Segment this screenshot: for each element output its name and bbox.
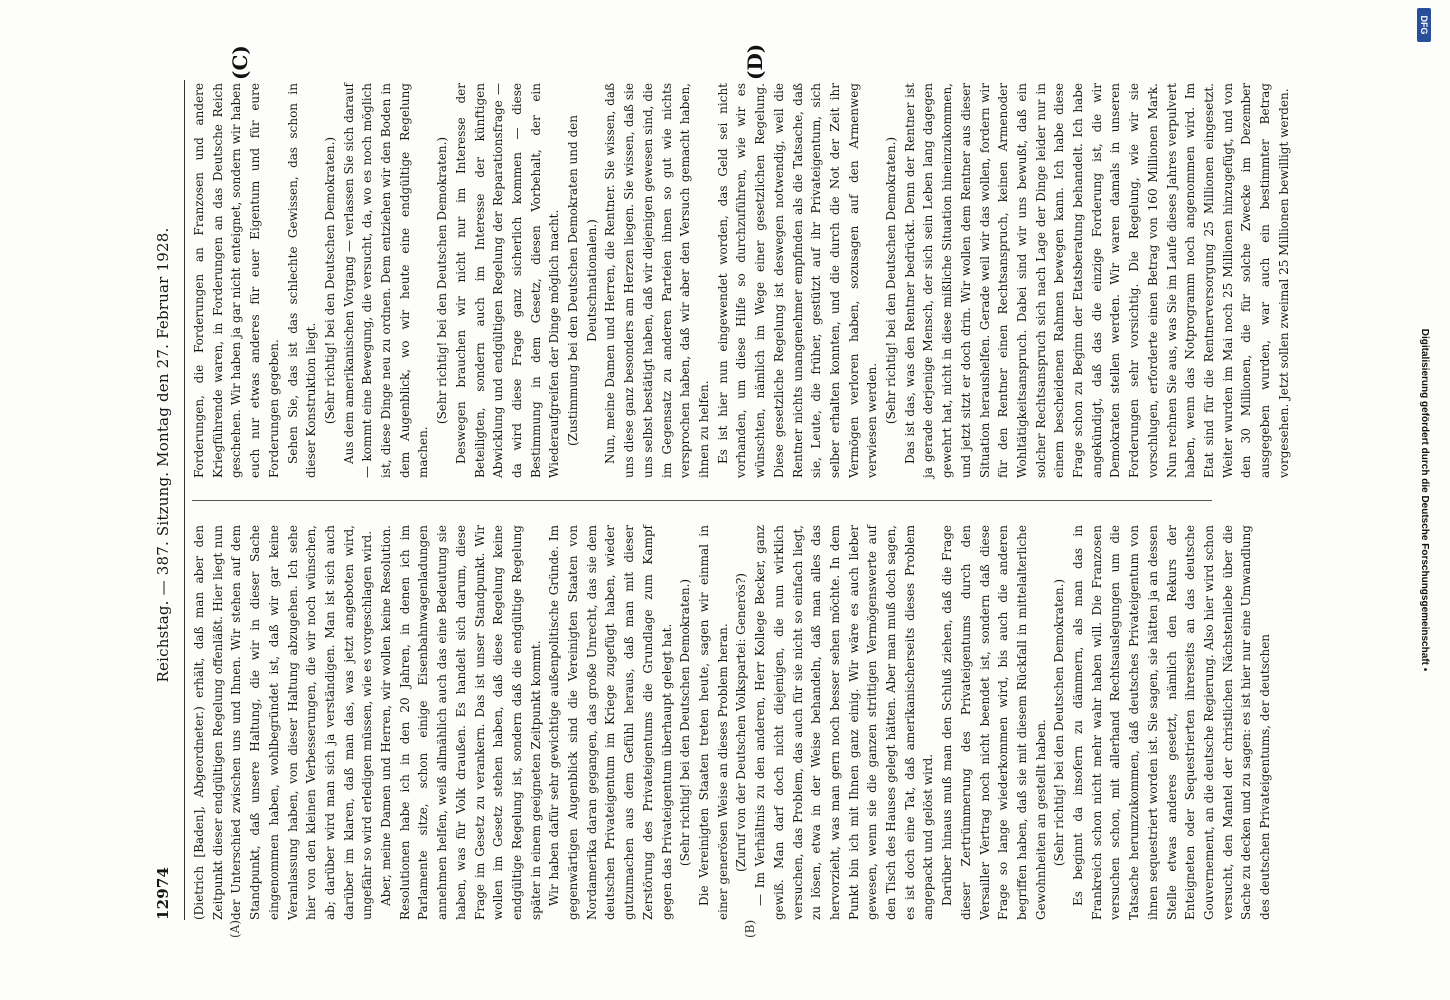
margin-mark-a: (A)	[228, 919, 242, 938]
interjection: (Sehr richtig! bei den Deutschen Demokraten.)	[322, 136, 337, 425]
paragraph: Darüber hinaus muß man den Schluß ziehen, daß die Frage dieser Zertrümmerung des Privateigentums durch den Versailler Vertrag noch nicht beendet ist, sondern daß diese Frage so lange wiederkommen wird, bis auch die anderen begriffen haben, daß sie mit diesem Rückfall in mittelalterliche Gewohnheiten an gestellt haben.	[940, 525, 1048, 920]
paragraph: Es ist hier nun eingewendet worden, das Geld sei nicht vorhanden, um diese Hilfe so durchzuführen, wie wir es wünschten, nämlich im Wege einer gesetzlichen Regelung. Diese gesetzliche Regelung ist deswegen notwendig, weil die Rentner nichts unangenehmer empfinden als die Tatsache, daß sie, Leute, die früher, gestützt auf ihr Privateigentum, sich selber erhalten konnten, und die durch die Not der Zeit ihr Vermögen verloren haben, sozusagen auf den Armenweg verwiesen werden.	[715, 83, 880, 478]
dfg-logo	[1417, 8, 1431, 42]
right-column	[190, 83, 1291, 478]
dfg-credit-strip	[1417, 0, 1431, 1000]
paragraph: Aber, meine Damen und Herren, wir wollen keine Resolution. Resolutionen habe ich in den 20 Jahren, in denen ich im Parlamente sitze, schon einige Eisenbahnwagenladungen annehmen helfen, weiß allmählich auch das eine Bedeutung sie haben, was für Volk draußen. Es handelt sich darum, diese Frage im Gesetz zu verankern. Das ist unser Standpunkt. Wir wollen im Gesetz stehen haben, daß diese Regelung keine endgültige Regelung ist, sondern daß die endgültige Regelung später in einem geeigneten Zeitpunkt kommt.	[379, 525, 543, 920]
paragraph: Es beginnt da insofern zu dämmern, als man das in Frankreich schon nicht mehr wahr haben will. Die Franzosen versuchen schon, mit allerhand Rechtsauslegungen um die Tatsache herumzukommen, daß deutsches Privateigentum von ihnen sequestriert worden ist. Sie sagen, sie hätten ja an dessen Stelle etwas anderes gesetzt, nämlich den Rekurs der Enteigneten oder Sequestrierten ihrerseits an das deutsche Gouvernement, an die deutsche Regierung. Also hier wird schon versucht, den Mantel der christlichen Nächstenliebe über die Sache zu decken und zu sagen: es ist hier nur eine Umwandlung des deutschen Privateigentums, der deutschen	[1071, 525, 1273, 920]
left-column	[190, 525, 1273, 920]
paragraph: Sehen Sie, das ist das schlechte Gewissen, das schon in dieser Konstruktion liegt.	[285, 83, 319, 478]
interjection: (Sehr richtig! bei den Deutschen Demokraten.)	[1052, 578, 1067, 867]
paragraph: Forderungen, die Forderungen an Franzosen und andere Kriegführende waren, in Forderungen an das Deutsche Reich geschehen. Wir haben ja gar nicht enteignet, sondern wir haben euch nur etwas anderes für euer Eigentum und für eure Forderungen gegeben.	[192, 83, 281, 478]
digitization-credit: Digitalisierung gefördert durch die Deutsche Forschungsgemeinschaft •	[1419, 328, 1430, 672]
paragraph: Das ist das, was den Rentner bedrückt. Denn der Rentner ist ja gerade derjenige Mensch, der sich sein Leben lang dagegen gewehrt hat, nicht in diese mißliche Situation hineinzukommen, und jetzt sitzt er doch drin. Wir wollen dem Rentner aus dieser Situation heraushelfen. Gerade weil wir das wollen, fordern wir für den Rentner einen Rechtsanspruch, keinen Armenoder Wohltätigkeitsanspruch. Dabei sind wir uns bewußt, daß ein solcher Rechtsanspruch sich nach Lage der Dinge leider nur in einem bescheidenen Rahmen bewegen kann. Ich habe diese Frage schon zu Beginn der Etatsberatung behandelt. Ich habe angekündigt, daß das die einzige Forderung ist, die wir Demokraten stellen werden. Wir waren damals in unseren Forderungen sehr vorsichtig. Die Regelung, wie wir sie vorschlugen, erforderte einen Betrag von 160 Millionen Mark. Nun rechnen Sie aus, was Sie im Laufe dieses Jahres verpulvert haben, wenn das Notprogramm noch angenommen wird. Im Etat sind für die Rentnerversorgung 25 Millionen eingesetzt. Weiter wurden im Mai noch 25 Millionen hinzugefügt, und von den 30 Millionen, die für solche Zwecke im Dezember ausgegeben wurden, war auch ein bestimmter Betrag vorgesehen. Jetzt sollen zweimal 25 Millionen bewilligt werden.	[902, 83, 1291, 478]
page-title: Reichstag. — 387. Sitzung. Montag den 27. Februar 1928.	[154, 227, 172, 683]
dfg-logo-text: DFG	[1419, 15, 1429, 35]
page-number: 12974	[154, 866, 172, 920]
interjection: (Zuruf von der Deutschen Volkspartei: Generös?)	[734, 573, 749, 872]
margin-mark-b: (B)	[743, 919, 757, 938]
interjection: (Sehr richtig! bei den Deutschen Demokraten.)	[884, 136, 899, 425]
margin-mark-c: (C)	[228, 45, 252, 80]
margin-mark-d: (D)	[743, 43, 767, 80]
interjection: (Zustimmung bei den Deutschen Demokraten und den Deutschnationalen.)	[566, 115, 599, 446]
paragraph: Aus dem amerikanischen Vorgang — verlassen Sie sich darauf — kommt eine Bewegung, die versucht, da, wo es noch möglich ist, diese Dinge neu zu ordnen. Dem entziehen wir den Boden in dem Augenblick, wo wir heute eine endgültige Regelung machen.	[341, 83, 431, 478]
page-header	[144, 70, 184, 930]
paragraph: — Im Verhältnis zu den anderen, Herr Kollege Becker, ganz gewiß. Man darf doch nicht diejenigen, die nun wirklich versuchen, das Problem, das auch für sie nicht so einfach liegt, zu lösen, etwa in der Weise behandeln, daß man alles das hervorzieht, was man gern noch besser sehen möchte. In dem Punkt bin ich mit Ihnen ganz einig. Wir wäre es auch lieber gewesen, wenn sie die ganzen strittigen Vermögenswerte auf den Tisch des Hauses gelegt hätten. Aber man muß doch sagen, es ist doch eine Tat, daß amerikanischerseits dieses Problem angepackt und gelöst wird.	[753, 525, 936, 920]
interjection: (Sehr richtig! bei den Deutschen Demokraten.)	[435, 136, 450, 425]
interjection: (Sehr richtig! bei den Deutschen Demokraten.)	[678, 578, 693, 867]
paragraph: (Dietrich [Baden], Abgeordneter.) erhält, daß man aber den Zeitpunkt dieser endgültigen Regelung offenläßt. Hier liegt nun der Unterschied zwischen uns und Ihnen. Wir stehen auf dem Standpunkt, daß unsere Haltung, die wir in dieser Sache eingenommen haben, wohlbegründet ist, daß wir gar keine Veranlassung haben, von dieser Haltung abzugehen. Ich sehe hier von den kleinen Verbesserungen, die wir noch wünschen, ab; darüber wird man sich ja verständigen. Man ist sich auch darüber im klaren, daß man das, was jetzt angeboten wird, ungefähr so wird erledigen müssen, wie es vorgeschlagen wird.	[192, 525, 375, 920]
column-rule	[192, 500, 1212, 501]
document-page	[88, 43, 1450, 938]
paragraph: Die Vereinigten Staaten treten heute, sagen wir einmal in einer generösen Weise an dieses Problem heran.	[696, 525, 730, 920]
paragraph: Deswegen brauchen wir nicht nur im Interesse der Beteiligten, sondern auch im Interesse der künftigen Abwicklung und endgültigen Regelung der Reparationsfrage — da wird diese Frage ganz sicherlich kommen — diese Bestimmung in dem Gesetz, diesen Vorbehalt, der ein Wiederaufgreifen der Dinge möglich macht.	[453, 83, 562, 478]
paragraph: Nun, meine Damen und Herren, die Rentner. Sie wissen, daß uns diese ganz besonders am Herzen liegen. Sie wissen, daß sie uns selbst bestätigt haben, daß wir diejenigen gewesen sind, die im Gegensatz zu anderen Parteien ihnen so gut wie nichts versprochen haben, daß wir aber den Versuch gemacht haben, ihnen zu helfen.	[603, 83, 711, 478]
paragraph: Wir haben dafür sehr gewichtige außenpolitische Gründe. Im gegenwärtigen Augenblick sind die Vereinigten Staaten von Nordamerika daran gegangen, das große Unrecht, das sie dem deutschen Privateigentum im Kriege zugefügt haben, wieder gutzumachen aus dem Gefühl heraus, daß man mit dieser Zerstörung des Privateigentums die Grundlage zum Kampf gegen das Privateigentum überhaupt gelegt hat.	[547, 525, 674, 920]
header-rule	[184, 80, 185, 920]
